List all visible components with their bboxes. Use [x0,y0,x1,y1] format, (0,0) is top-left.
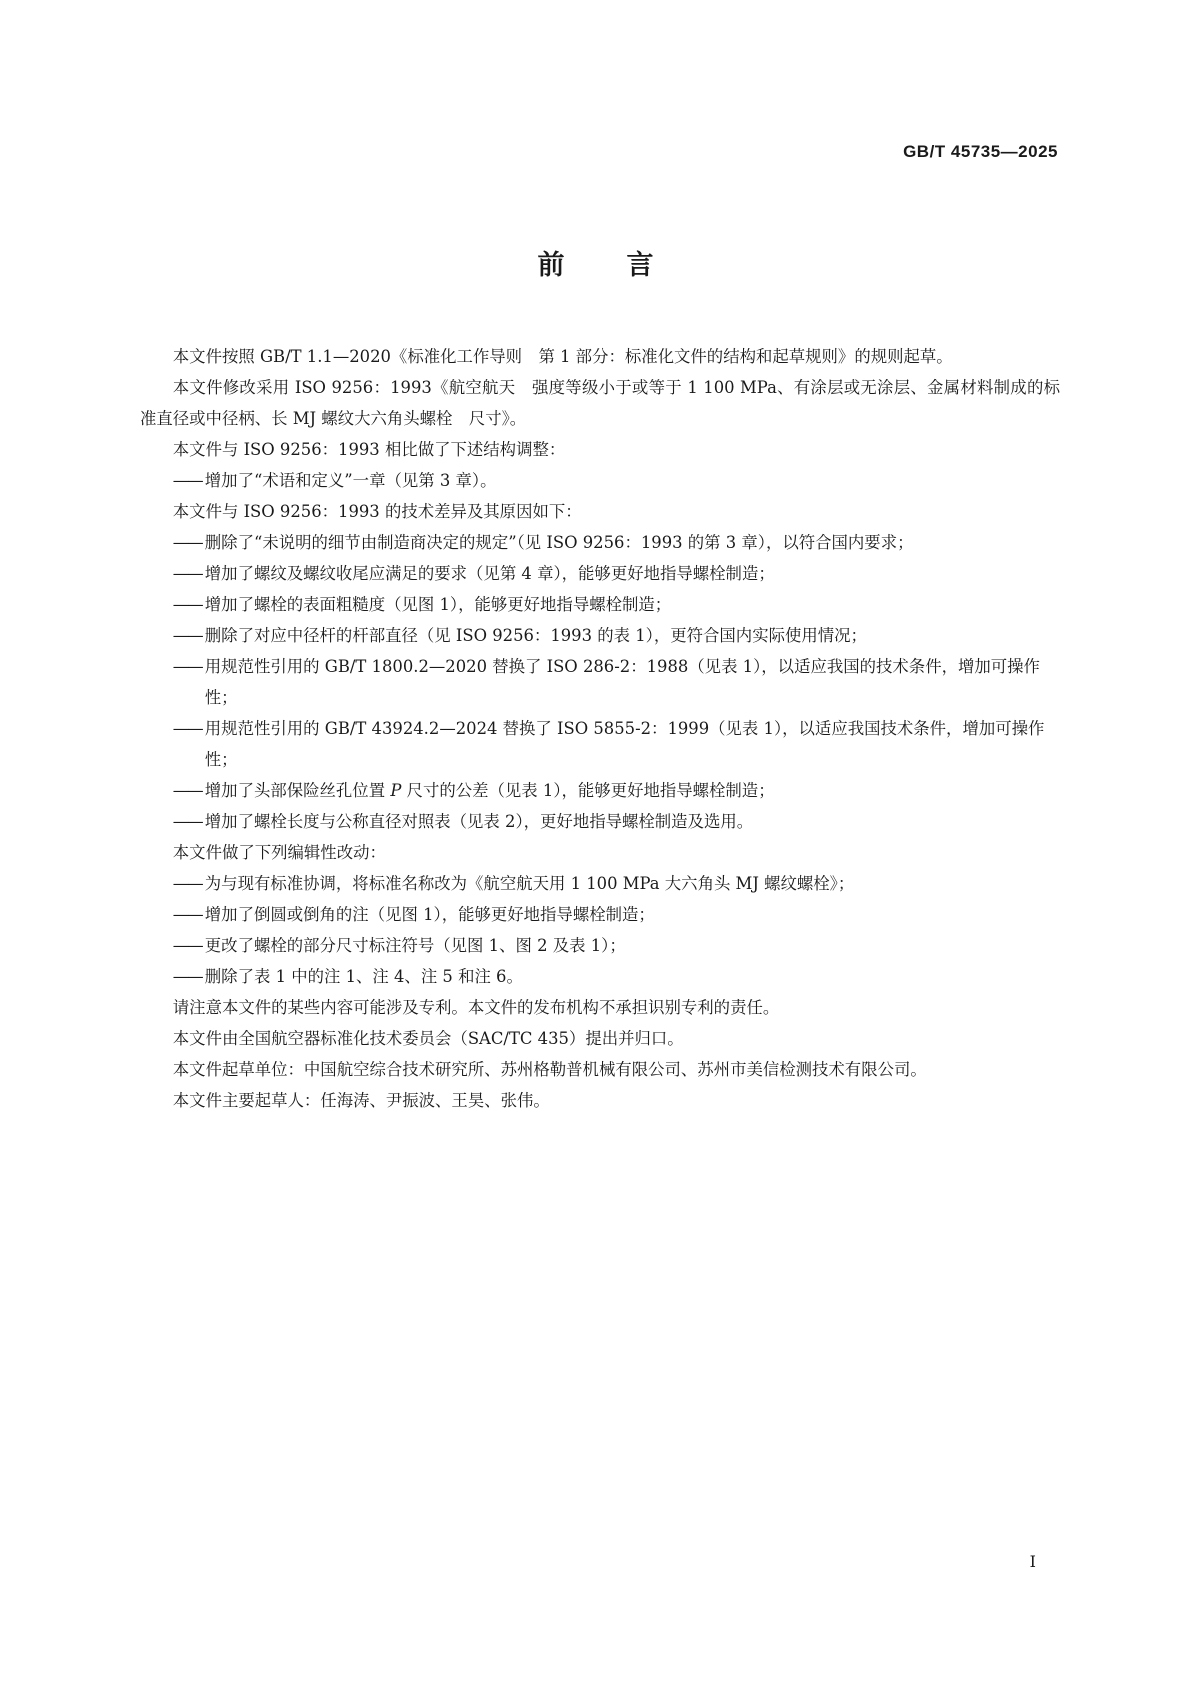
paragraph-editorial-intro: 本文件做了下列编辑性改动： [172,843,386,862]
paragraph-adoption: 本文件修改采用 ISO 9256：1993《航空航天 强度等级小于或等于 1 100 MPa、有涂层或无涂层、金属材料制成的标准直径或中径柄、长 MJ 螺纹大六角头螺栓 尺寸》。 [140,378,1060,428]
list-item-structural-change: —— 增加了“术语和定义”一章（见第 3 章）。 [140,465,1060,496]
list-item-technical-difference: —— 用规范性引用的 GB/T 1800.2—2020 替换了 ISO 286-2：1988（见表 1），以适应我国的技术条件，增加可操作性； [140,651,1060,713]
list-item-editorial-change: —— 增加了倒圆或倒角的注（见图 1），能够更好地指导螺栓制造； [140,899,1060,930]
list-item-technical-difference: —— 删除了对应中径杆的杆部直径（见 ISO 9256：1993 的表 1），更符合国内实际使用情况； [140,620,1060,651]
page-title: 前言 [537,250,716,281]
paragraph-technical-intro: 本文件与 ISO 9256：1993 的技术差异及其原因如下： [172,502,582,521]
document-code: GB/T 45735—2025 [903,142,1058,161]
foreword-body [140,341,1060,1116]
list-item-technical-difference [140,775,1060,806]
list-item-technical-difference: —— 增加了螺栓长度与公称直径对照表（见表 2），更好地指导螺栓制造及选用。 [140,806,1060,837]
page-number: I [1029,1552,1036,1571]
symbol-p: P [390,781,402,800]
list-item-text: 增加了头部保险丝孔位置 [204,781,391,800]
paragraph-drafters: 本文件主要起草人：任海涛、尹振波、王昊、张伟。 [172,1091,550,1110]
list-item-technical-difference: —— 增加了螺纹及螺纹收尾应满足的要求（见第 4 章），能够更好地指导螺栓制造； [140,558,1060,589]
list-item-technical-difference: —— 增加了螺栓的表面粗糙度（见图 1），能够更好地指导螺栓制造； [140,589,1060,620]
paragraph-drafting-units: 本文件起草单位：中国航空综合技术研究所、苏州格勒普机械有限公司、苏州市美信检测技术有限公司。 [172,1060,927,1079]
list-item-editorial-change: —— 更改了螺栓的部分尺寸标注符号（见图 1、图 2 及表 1）； [140,930,1060,961]
list-item-technical-difference: —— 用规范性引用的 GB/T 43924.2—2024 替换了 ISO 5855-2：1999（见表 1），以适应我国技术条件，增加可操作性； [140,713,1060,775]
paragraph-drafting-rules: 本文件按照 GB/T 1.1—2020《标准化工作导则 第 1 部分：标准化文件的结构和起草规则》的规则起草。 [172,347,953,366]
list-item-editorial-change: —— 为与现有标准协调，将标准名称改为《航空航天用 1 100 MPa 大六角头 MJ 螺纹螺栓》； [140,868,1060,899]
paragraph-patent-notice: 请注意本文件的某些内容可能涉及专利。本文件的发布机构不承担识别专利的责任。 [172,998,780,1017]
list-item-technical-difference: —— 删除了“未说明的细节由制造商决定的规定”（见 ISO 9256：1993 的第 3 章），以符合国内要求； [140,527,1060,558]
list-item-text: 尺寸的公差（见表 1），能够更好地指导螺栓制造； [401,781,775,800]
list-item-editorial-change: —— 删除了表 1 中的注 1、注 4、注 5 和注 6。 [140,961,1060,992]
paragraph-structural-intro: 本文件与 ISO 9256：1993 相比做了下述结构调整： [172,440,566,459]
paragraph-proposer: 本文件由全国航空器标准化技术委员会（SAC/TC 435）提出并归口。 [172,1029,684,1048]
